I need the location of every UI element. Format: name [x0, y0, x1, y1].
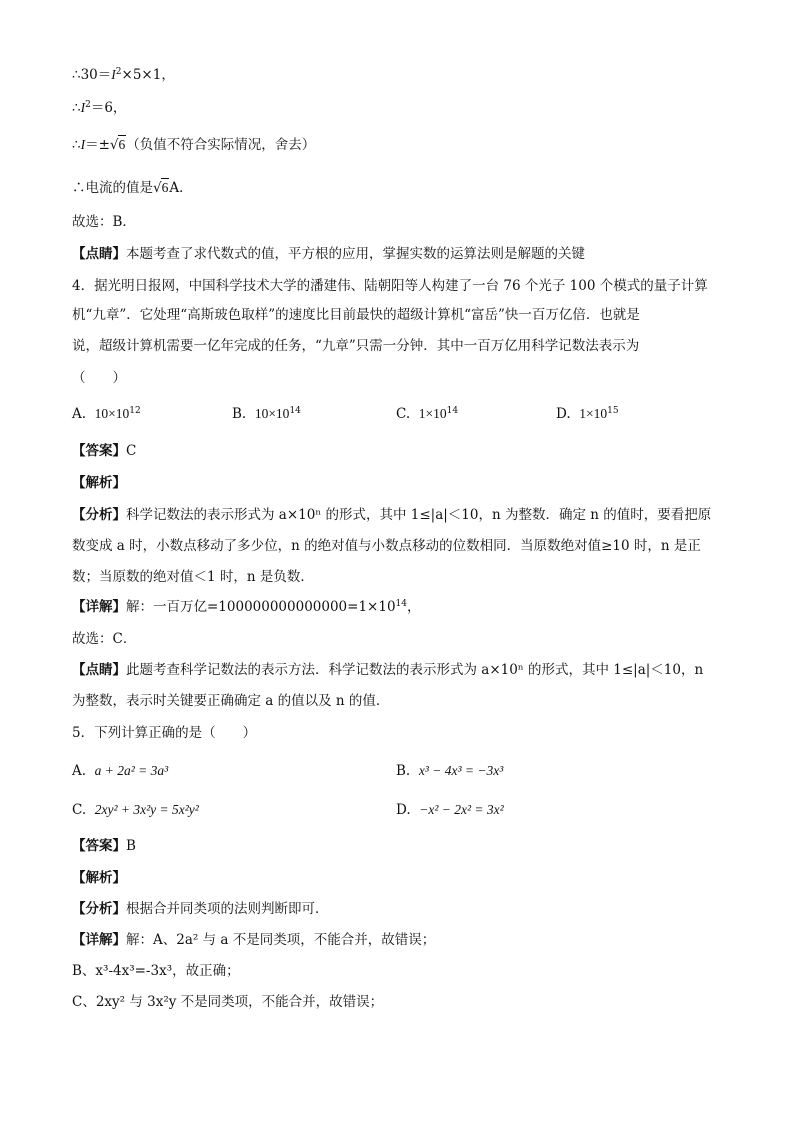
option-exponent: 14	[446, 406, 459, 416]
remark-text: 本题考查了求代数式的值，平方根的应用，掌握实数的运算法则是解题的关键	[126, 246, 585, 262]
detail-exponent: 14	[395, 599, 407, 609]
q4-answer	[72, 442, 136, 460]
q4-choice: 故选：C．	[72, 631, 137, 647]
remark-tag: 【点睛】	[72, 246, 126, 262]
q4-stem-line-3: 说，超级计算机需要一亿年完成的任务，“九章”只需一分钟．其中一百万亿用科学记数法表示为	[72, 338, 640, 354]
text: ∴电流的值是	[72, 180, 153, 196]
q4-stem-line-4: （ ）	[72, 370, 126, 386]
text: （负值不符合实际情况，舍去）	[126, 137, 316, 153]
choice-line: 故选：B．	[72, 214, 136, 230]
option-label: D.	[396, 802, 411, 818]
q5-answer	[72, 837, 136, 855]
q5-option-c	[72, 801, 199, 819]
q4-analysis-heading	[72, 474, 126, 492]
q5-analysis	[72, 900, 329, 918]
q4-stem-line-2: 机“九章”．它处理“高斯玻色取样”的速度比目前最快的超级计算机“富岳”快一百万亿倍．也就是	[72, 307, 640, 323]
q5-option-a	[72, 762, 168, 780]
q4-option-a	[72, 405, 141, 423]
text: ∴	[72, 137, 81, 153]
q4-analysis-line-2: 数变成 a 时，小数点移动了多少位，n 的绝对值与小数点移动的位数相同．当原数绝对值≥10 时，n 是正	[72, 538, 701, 554]
option-label: B.	[396, 763, 411, 779]
text: A．	[169, 180, 193, 196]
text: ，	[407, 599, 421, 615]
option-label: A.	[72, 406, 87, 422]
q4-remark-line-2: 为整数，表示时关键要正确确定 a 的值以及 n 的值．	[72, 693, 390, 709]
analysis-tag: 【解析】	[72, 475, 126, 491]
option-expression: −x² − 2x² = 3x²	[419, 802, 504, 817]
answer-tag: 【答案】	[72, 838, 126, 854]
option-value: 1×10	[418, 406, 447, 421]
remark-line	[72, 245, 585, 263]
q4-option-b	[232, 405, 301, 423]
q5-detail	[72, 931, 435, 949]
option-label: C.	[72, 802, 87, 818]
remark-tag: 【点睛】	[72, 662, 126, 678]
text: ＝±	[85, 137, 110, 153]
q4-analysis-line-1	[72, 506, 711, 524]
detail-tag: 【详解】	[72, 932, 126, 948]
analysis-subtag: 【分析】	[72, 901, 126, 917]
detail-text: 解：一百万亿=100000000000000=1×10	[126, 599, 396, 615]
analysis-subtag: 【分析】	[72, 507, 126, 523]
q4-detail	[72, 598, 421, 616]
step-line-2: $\therefore I^2=6$，	[72, 100, 127, 116]
remark-text: 此题考查科学记数法的表示方法．科学记数法的表示形式为 a×10ⁿ 的形式，其中 1≤|a|＜10，n	[126, 662, 704, 678]
q4-analysis-line-3: 数；当原数的绝对值＜1 时，n 是负数．	[72, 569, 314, 585]
option-label: C.	[396, 406, 411, 422]
option-label: A.	[72, 763, 87, 779]
analysis-text: 根据合并同类项的法则判断即可．	[126, 901, 329, 917]
option-value: 1×10	[579, 406, 608, 421]
answer-tag: 【答案】	[72, 443, 126, 459]
option-exponent: 12	[129, 406, 141, 416]
text: ×5×1，	[121, 67, 175, 83]
detail-text: 解：A、2a² 与 a 不是同类项，不能合并，故错误；	[126, 932, 436, 948]
q4-option-c	[396, 405, 458, 423]
option-exponent: 14	[289, 406, 301, 416]
option-label: D.	[556, 406, 571, 422]
text: ∴	[72, 100, 81, 116]
step-line-4: ∴电流的值是√6A．	[72, 180, 193, 196]
option-expression: 2xy² + 3x²y = 5x²y²	[94, 802, 199, 817]
option-expression: x³ − 4x³ = −3x³	[418, 763, 504, 778]
q4-stem-line-1: 4．据光明日报网，中国科学技术大学的潘建伟、陆朝阳等人构建了一台 76 个光子 100 个模式的量子计算	[72, 278, 708, 294]
q5-option-d	[396, 801, 504, 819]
answer-value: B	[126, 838, 136, 854]
option-value: 10×10	[94, 406, 130, 421]
answer-value: C	[126, 443, 137, 459]
text: ∴30＝	[72, 67, 112, 83]
q4-remark-line-1	[72, 661, 703, 679]
q5-detail-c: C、2xy² 与 3x²y 不是同类项，不能合并，故错误；	[72, 994, 384, 1010]
analysis-tag: 【解析】	[72, 870, 126, 886]
q5-detail-b: B、x³-4x³=-3x³，故正确；	[72, 963, 240, 979]
q4-option-d	[556, 405, 619, 423]
q5-stem: 5．下列计算正确的是（ ）	[72, 725, 257, 741]
step-line-1: $\therefore 30=I^2\times 5\times 1$，	[72, 67, 175, 83]
q5-analysis-heading	[72, 869, 126, 887]
text: ＝6，	[90, 100, 127, 116]
q5-option-b	[396, 762, 503, 780]
step-line-3: ∴I＝±√6（负值不符合实际情况，舍去）	[72, 137, 316, 153]
detail-tag: 【详解】	[72, 599, 126, 615]
analysis-text: 科学记数法的表示形式为 a×10ⁿ 的形式，其中 1≤|a|＜10，n 为整数．确定 n 的值时，要看把原	[126, 507, 712, 523]
option-expression: a + 2a² = 3a³	[94, 763, 169, 778]
option-value: 10×10	[254, 406, 290, 421]
option-exponent: 15	[607, 406, 619, 416]
option-label: B.	[232, 406, 247, 422]
